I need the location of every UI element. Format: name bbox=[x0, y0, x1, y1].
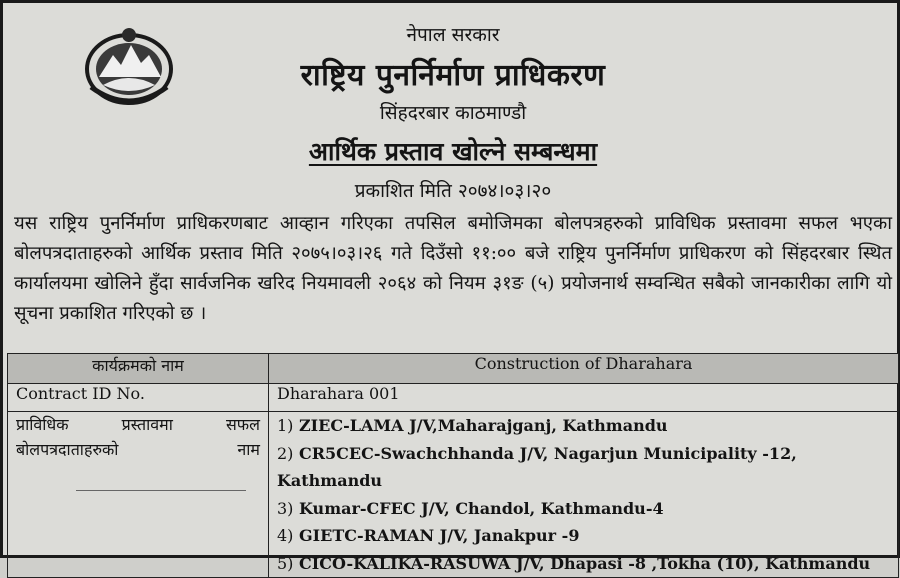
program-value: Construction of Dharahara bbox=[269, 354, 899, 384]
bidder-name: ZIEC-LAMA J/V,Maharajganj, Kathmandu bbox=[299, 416, 668, 435]
authority-name: राष्ट्रिय पुनर्निर्माण प्राधिकरण bbox=[300, 58, 606, 93]
divider bbox=[76, 490, 246, 491]
list-item: 2) CR5CEC-Swachchhanda J/V, Nagarjun Municipality -12, Kathmandu bbox=[277, 443, 797, 490]
contract-value: Dharahara 001 bbox=[269, 384, 899, 412]
bidder-name: GIETC-RAMAN J/V, Janakpur -9 bbox=[299, 526, 580, 545]
notice-subject bbox=[3, 134, 900, 168]
list-item: 1) ZIEC-LAMA J/V,Maharajganj, Kathmandu bbox=[277, 416, 668, 435]
list-item: 4) GIETC-RAMAN J/V, Janakpur -9 bbox=[277, 526, 580, 545]
office-location: सिंहदरबार काठमाण्डौ bbox=[379, 102, 527, 124]
published-date: प्रकाशित मिति २०७४।०३।२० bbox=[354, 180, 552, 202]
table-row bbox=[8, 412, 899, 578]
bidders-list bbox=[277, 412, 890, 577]
list-item: 3) Kumar-CFEC J/V, Chandol, Kathmandu-4 bbox=[277, 498, 664, 518]
notice-subject-text: आर्थिक प्रस्ताव खोल्ने सम्बन्धमा bbox=[308, 137, 598, 166]
notice-body: यस राष्ट्रिय पुनर्निर्माण प्राधिकरणबाट आव्हान गरिएका तपसिल बमोजिमका बोलपत्रहरुको प्राविधिक प्रस्तावमा सफल भएका बोलपत्रदाताहरुको आर्थिक प्रस्ताव मिति २०७५।०३।२६ गते दिउँसो ११:०० बजे राष्ट्रिय पुनर्निर्माण प्राधिकरण को सिंहदरबार स्थित कार्यालयमा खोलिने हुँदा सार्वजनिक खरिद नियमावली २०६४ को नियम ३१ङ (५) प्रयोजनार्थ सम्वन्धित सबैको जानकारीका लागि यो सूचना प्रकाशित गरिएको छ । bbox=[14, 213, 892, 324]
program-label: कार्यक्रमको नाम bbox=[8, 354, 269, 384]
bidder-name: Kumar-CFEC J/V, Chandol, Kathmandu-4 bbox=[299, 498, 664, 518]
tender-table bbox=[7, 353, 899, 578]
bidders-label-line2: बोलपत्रदाताहरुको नाम bbox=[16, 440, 260, 459]
table-row bbox=[8, 354, 899, 384]
government-name: नेपाल सरकार bbox=[406, 24, 500, 46]
bidders-label-cell bbox=[8, 412, 269, 578]
bidders-list-cell bbox=[269, 412, 899, 578]
bidders-label-line1: प्राविधिक प्रस्तावमा सफल bbox=[16, 415, 260, 434]
list-item: 5) CICO-KALIKA-RASUWA J/V, Dhapasi -8 ,Tokha (10), Kathmandu bbox=[277, 553, 871, 573]
contract-label: Contract ID No. bbox=[8, 384, 269, 412]
bidder-name: CICO-KALIKA-RASUWA J/V, Dhapasi -8 ,Tokha (10), Kathmandu bbox=[299, 553, 871, 573]
table-row bbox=[8, 384, 899, 412]
bidder-name: CR5CEC-Swachchhanda J/V, Nagarjun Municipality -12, Kathmandu bbox=[277, 443, 797, 490]
